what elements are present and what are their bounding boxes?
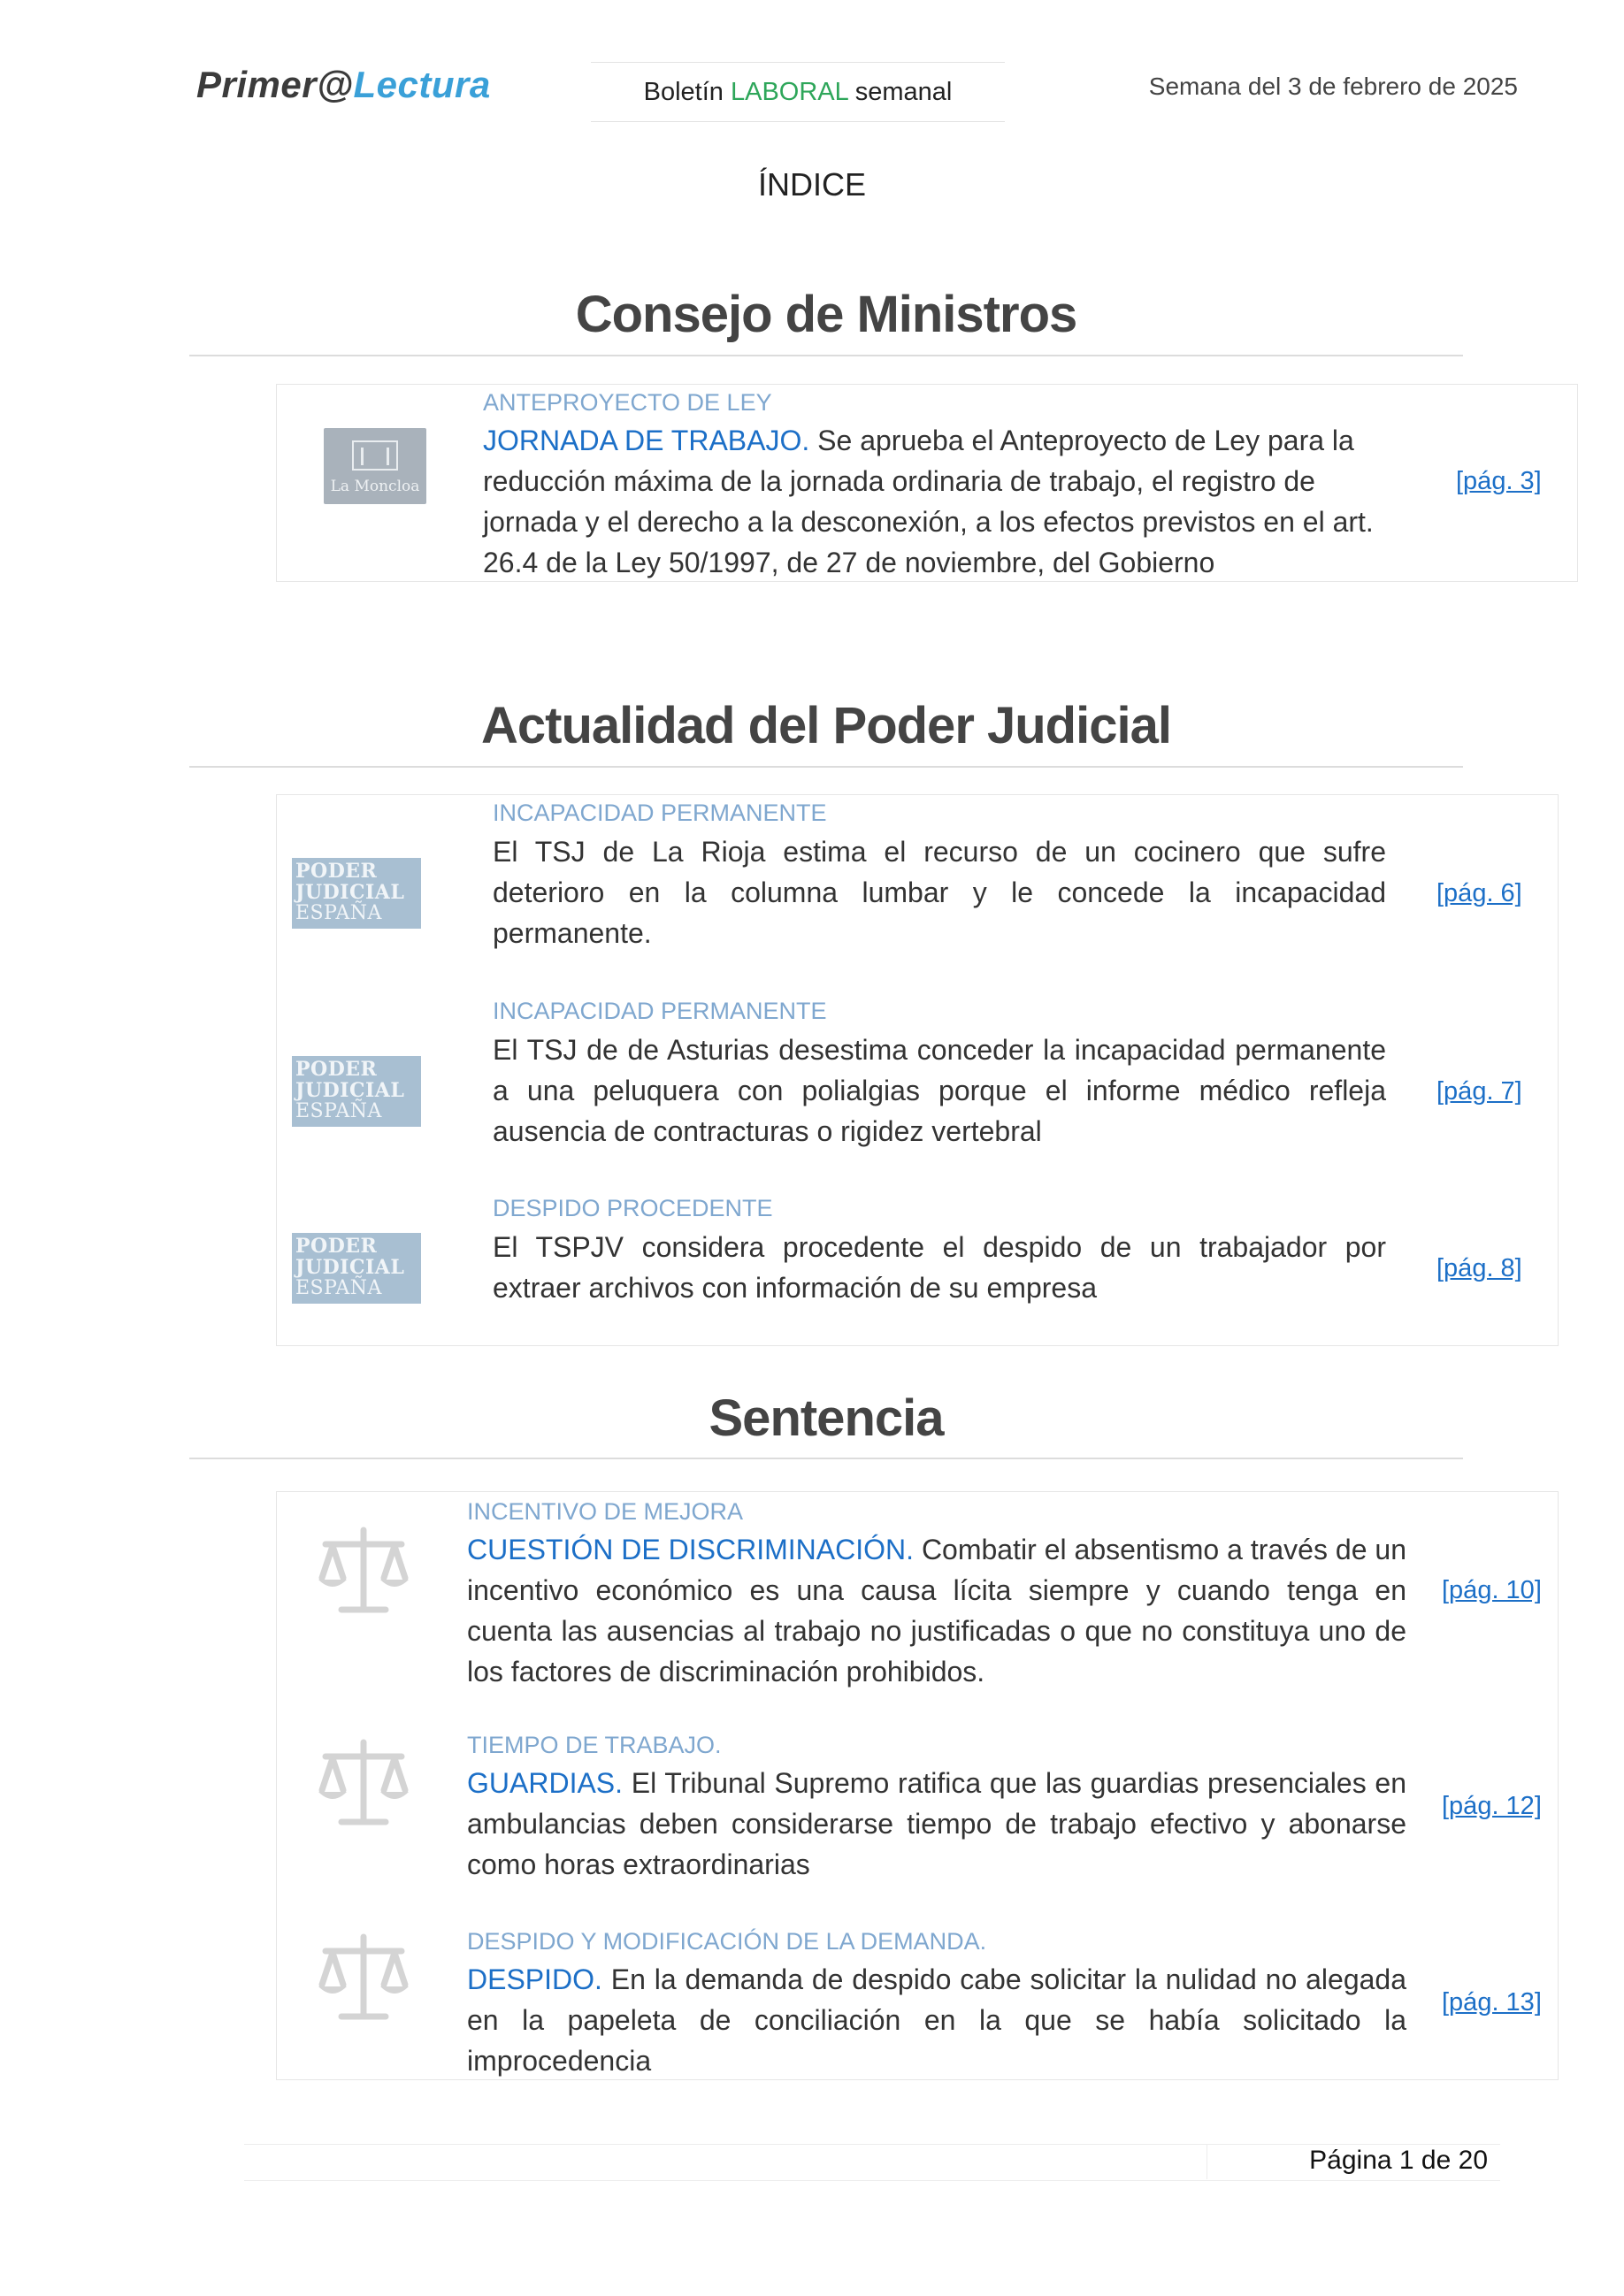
entry-category: INCENTIVO DE MEJORA	[467, 1498, 744, 1525]
page-link[interactable]: [pág. 13]	[1442, 1988, 1542, 2017]
page-link[interactable]: [pág. 8]	[1436, 1254, 1522, 1282]
bulletin-title: Boletín LABORAL semanal	[591, 62, 1005, 122]
entry-text: El TSJ de de Asturias desestima conceder la incapacidad permanente a una peluquera con polialgias porque el informe médico refleja ausencia de contracturas o rigidez vertebral	[493, 1034, 1386, 1147]
section-title-consejo: Consejo de Ministros	[575, 286, 1077, 343]
entry-category: DESPIDO Y MODIFICACIÓN DE LA DEMANDA.	[467, 1928, 987, 1955]
page-link[interactable]: [pág. 7]	[1436, 1077, 1522, 1106]
section-divider	[189, 766, 1463, 768]
entry-category: ANTEPROYECTO DE LEY	[483, 389, 772, 416]
scales-icon	[315, 1930, 412, 2027]
poder-judicial-logo: PODER JUDICIAL ESPAÑA	[292, 1233, 421, 1304]
entry-text: CUESTIÓN DE DISCRIMINACIÓN. Combatir el absentismo a través de un incentivo económico es una causa lícita siempre y cuando tenga en cuenta las ausencias al trabajo no justificadas o que no constituya uno de los factores de discriminación prohibidos.	[467, 1534, 1407, 1688]
page-link[interactable]: [pág. 12]	[1442, 1792, 1542, 1820]
poder-judicial-logo: PODER JUDICIAL ESPAÑA	[292, 1056, 421, 1127]
entry-text: El TSPJV considera procedente el despido de un trabajador por extraer archivos con información de su empresa	[493, 1231, 1386, 1304]
moncloa-logo: La Moncloa	[324, 428, 426, 504]
entry-category: TIEMPO DE TRABAJO.	[467, 1732, 722, 1758]
page-link[interactable]: [pág. 3]	[1456, 467, 1542, 495]
section-divider	[189, 355, 1463, 356]
scales-icon	[315, 1735, 412, 1833]
index-title: ÍNDICE	[757, 166, 866, 203]
entry-category: DESPIDO PROCEDENTE	[493, 1195, 773, 1221]
page-link[interactable]: [pág. 10]	[1442, 1576, 1542, 1604]
page-link[interactable]: [pág. 6]	[1436, 879, 1522, 907]
week-label: Semana del 3 de febrero de 2025	[1148, 73, 1518, 100]
entry-text: El TSJ de La Rioja estima el recurso de un cocinero que sufre deterioro en la columna lumbar y le concede la incapacidad permanente.	[493, 836, 1386, 949]
scales-icon	[315, 1523, 412, 1620]
logo-primera-lectura: Primer@Lectura	[196, 64, 491, 105]
section-divider	[189, 1458, 1463, 1459]
section-title-poder-judicial: Actualidad del Poder Judicial	[481, 697, 1171, 754]
building-icon	[352, 440, 398, 471]
entry-text: GUARDIAS. El Tribunal Supremo ratifica que las guardias presenciales en ambulancias deben considerarse tiempo de trabajo efectivo y abonarse como horas extraordinarias	[467, 1767, 1406, 1880]
page-number: Página 1 de 20	[1309, 2146, 1488, 2175]
entry-category: INCAPACIDAD PERMANENTE	[493, 800, 827, 826]
poder-judicial-logo: PODER JUDICIAL ESPAÑA	[292, 858, 421, 929]
section-title-sentencia: Sentencia	[709, 1389, 944, 1447]
entry-category: INCAPACIDAD PERMANENTE	[493, 998, 827, 1024]
entry-text: DESPIDO. En la demanda de despido cabe solicitar la nulidad no alegada en la papeleta de conciliación en la que se había solicitado la improcedencia	[467, 1963, 1406, 2077]
entry-text: JORNADA DE TRABAJO. Se aprueba el Anteproyecto de Ley para la reducción máxima de la jornada ordinaria de trabajo, el registro de jornada y el derecho a la desconexión, a los efectos previstos en el art. 26.4 de la Ley 50/1997, de 27 de noviembre, del Gobierno	[483, 425, 1374, 578]
